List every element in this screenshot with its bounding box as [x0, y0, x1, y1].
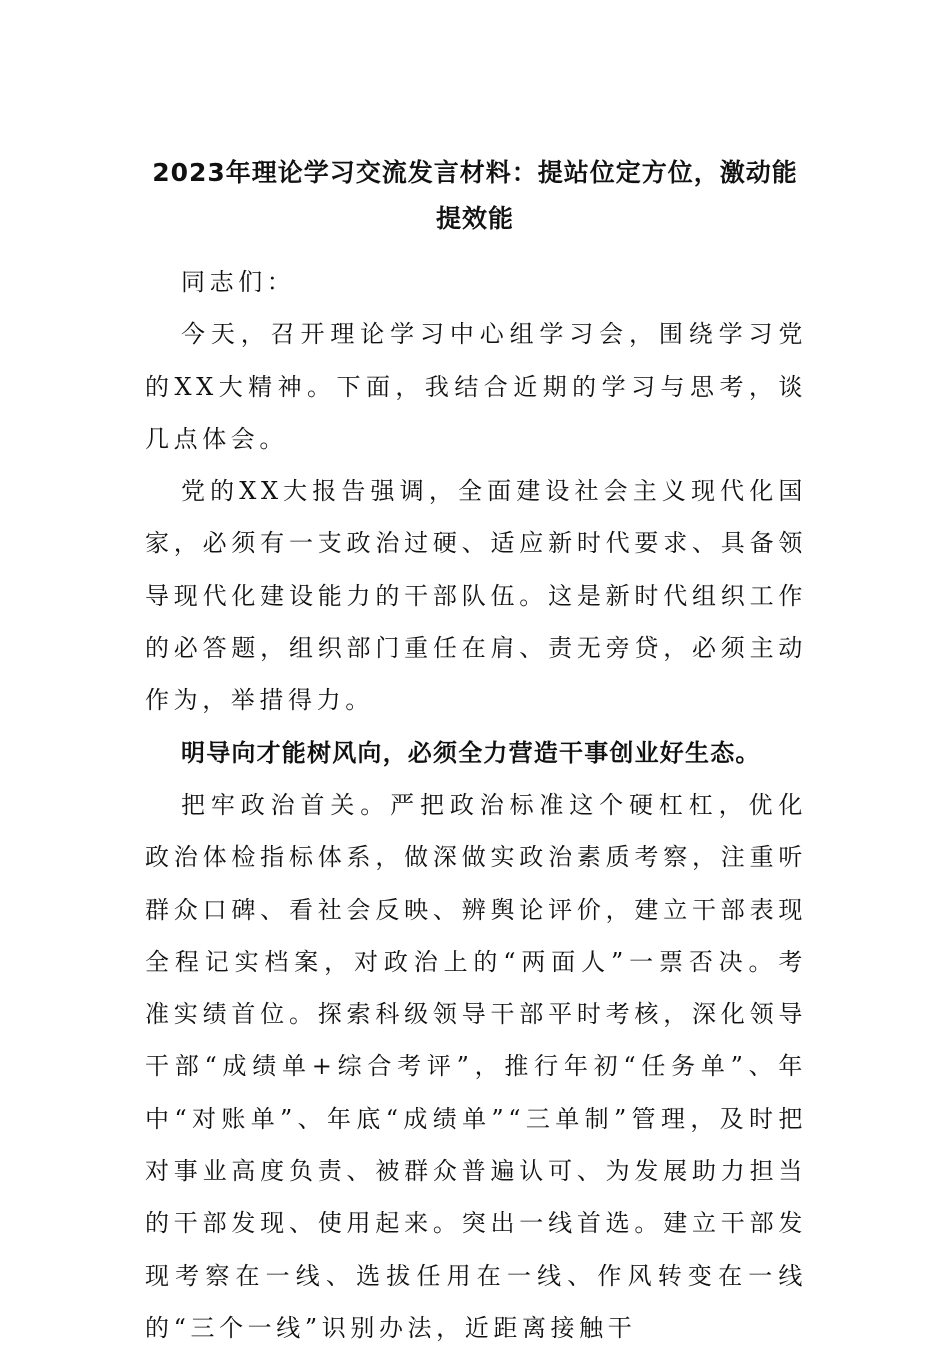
body-paragraph: 把牢政治首关。严把政治标准这个硬杠杠，优化政治体检指标体系，做深做实政治素质考察，注重听群众口碑、看社会反映、辨舆论评价，建立干部表现全程记实档案，对政治上的“两面人”一票否决。考准实绩首位。探索科级领导干部平时考核，深化领导干部“成绩单+综合考评”，推行年初“任务单”、年中“对账单”、年底“成绩单”“三单制”管理，及时把对事业高度负责、被群众普遍认可、为发展助力担当的干部发现、使用起来。突出一线首选。建立干部发现考察在一线、选拔任用在一线、作风转变在一线的“三个一线”识别办法，近距离接触干: [145, 790, 807, 1342]
section-heading: 明导向才能树风向，必须全力营造干事创业好生态。: [181, 738, 761, 767]
context-paragraph: 党的XX大报告强调，全面建设社会主义现代化国家，必须有一支政治过硬、适应新时代要求、具备领导现代化建设能力的干部队伍。这是新时代组织工作的必答题，组织部门重任在肩、责无旁贷，必须主动作为，举措得力。: [145, 477, 807, 715]
intro-paragraph: 今天，召开理论学习中心组学习会，围绕学习党的XX大精神。下面，我结合近期的学习与思考，谈几点体会。: [145, 320, 807, 453]
salutation-paragraph: 同志们：: [181, 268, 296, 296]
document-title: 2023年理论学习交流发言材料：提站位定方位，激动能提效能: [152, 158, 798, 233]
document-body: [145, 256, 807, 1354]
